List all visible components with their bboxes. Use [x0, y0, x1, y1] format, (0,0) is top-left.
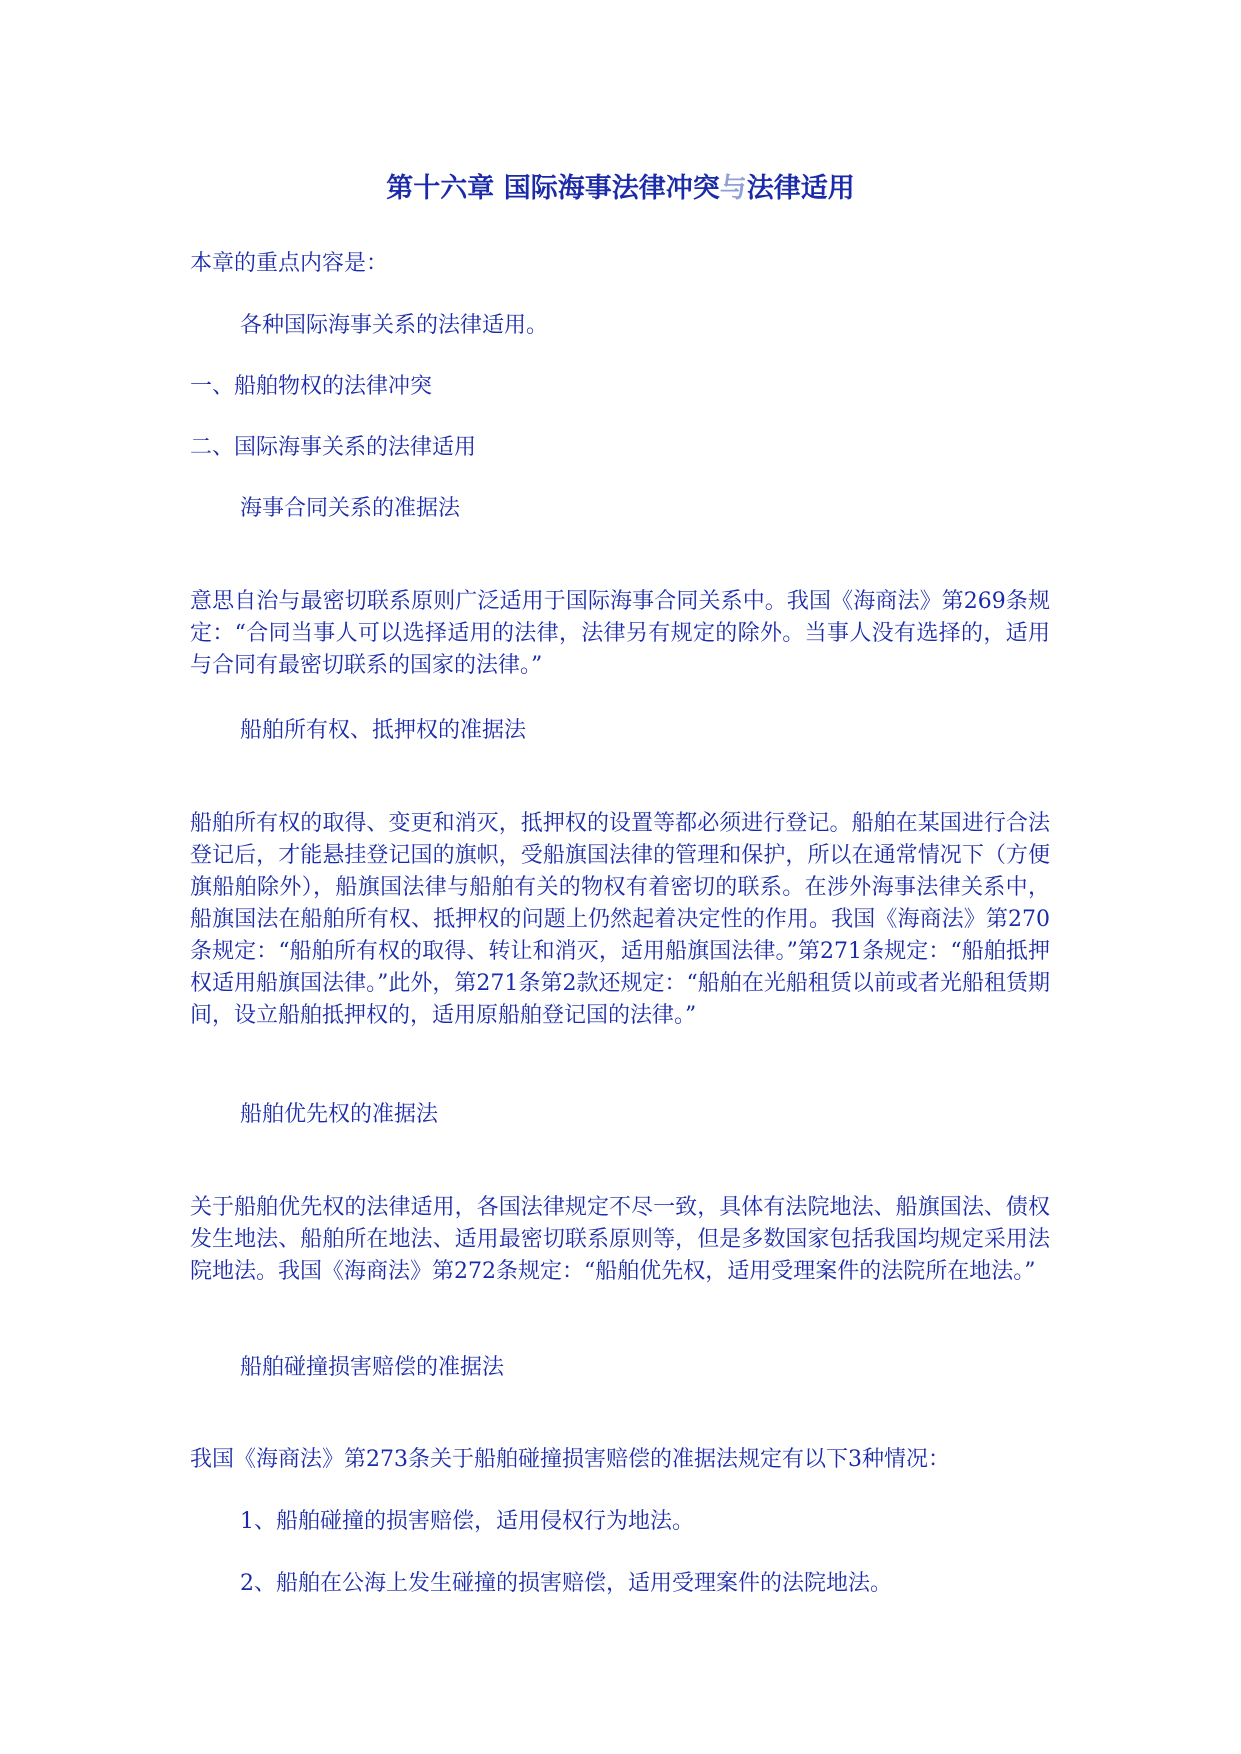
focus-text: 各种国际海事关系的法律适用。: [240, 313, 549, 338]
paragraph-ownership: 船舶所有权的取得、变更和消灭，抵押权的设置等都必须进行登记。船舶在某国进行合法登记后，才能悬挂登记国的旗帜，受船旗国法律的管理和保护，所以在通常情况下（方便旗船舶除外），船旗国法律与船舶有关的物权有着密切的联系。在涉外海事法律关系中，船旗国法在船舶所有权、抵押权的问题上仍然起着决定性的作用。我国《海商法》第270条规定：“船舶所有权的取得、转让和消灭，适用船旗国法律。”第271条规定：“船舶抵押权适用船旗国法律。”此外，第271条第2款还规定：“船舶在光船租赁以前或者光船租赁期间，设立船舶抵押权的，适用原船舶登记国的法律。”: [190, 811, 1050, 1028]
chapter-title-part2: 与: [719, 173, 747, 204]
chapter-title-part3: 法律适用: [746, 173, 855, 204]
list-item-2: 2、船舶在公海上发生碰撞的损害赔偿，适用受理案件的法院地法。: [240, 1571, 892, 1596]
subheading-contract: 海事合同关系的准据法: [240, 496, 461, 521]
subheading-lien: 船舶优先权的准据法: [240, 1102, 439, 1127]
chapter-title-part1: 第十六章 国际海事法律冲突: [386, 173, 720, 204]
paragraph-contract: 意思自治与最密切联系原则广泛适用于国际海事合同关系中。我国《海商法》第269条规定：“合同当事人可以选择适用的法律，法律另有规定的除外。当事人没有选择的，适用与合同有最密切联系的国家的法律。”: [190, 589, 1050, 678]
intro-text: 本章的重点内容是：: [190, 251, 389, 276]
subheading-ownership: 船舶所有权、抵押权的准据法: [240, 718, 527, 743]
paragraph-collision: 我国《海商法》第273条关于船舶碰撞损害赔偿的准据法规定有以下3种情况：: [190, 1447, 950, 1472]
chapter-title: [0, 166, 1241, 205]
section-heading-2: 二、国际海事关系的法律适用: [190, 435, 477, 460]
section-heading-1: 一、船舶物权的法律冲突: [190, 374, 433, 399]
paragraph-lien: 关于船舶优先权的法律适用，各国法律规定不尽一致，具体有法院地法、船旗国法、债权发生地法、船舶所在地法、适用最密切联系原则等，但是多数国家包括我国均规定采用法院地法。我国《海商法》第272条规定：“船舶优先权，适用受理案件的法院所在地法。”: [190, 1195, 1050, 1284]
list-item-1: 1、船舶碰撞的损害赔偿，适用侵权行为地法。: [240, 1509, 694, 1534]
subheading-collision: 船舶碰撞损害赔偿的准据法: [240, 1355, 505, 1380]
